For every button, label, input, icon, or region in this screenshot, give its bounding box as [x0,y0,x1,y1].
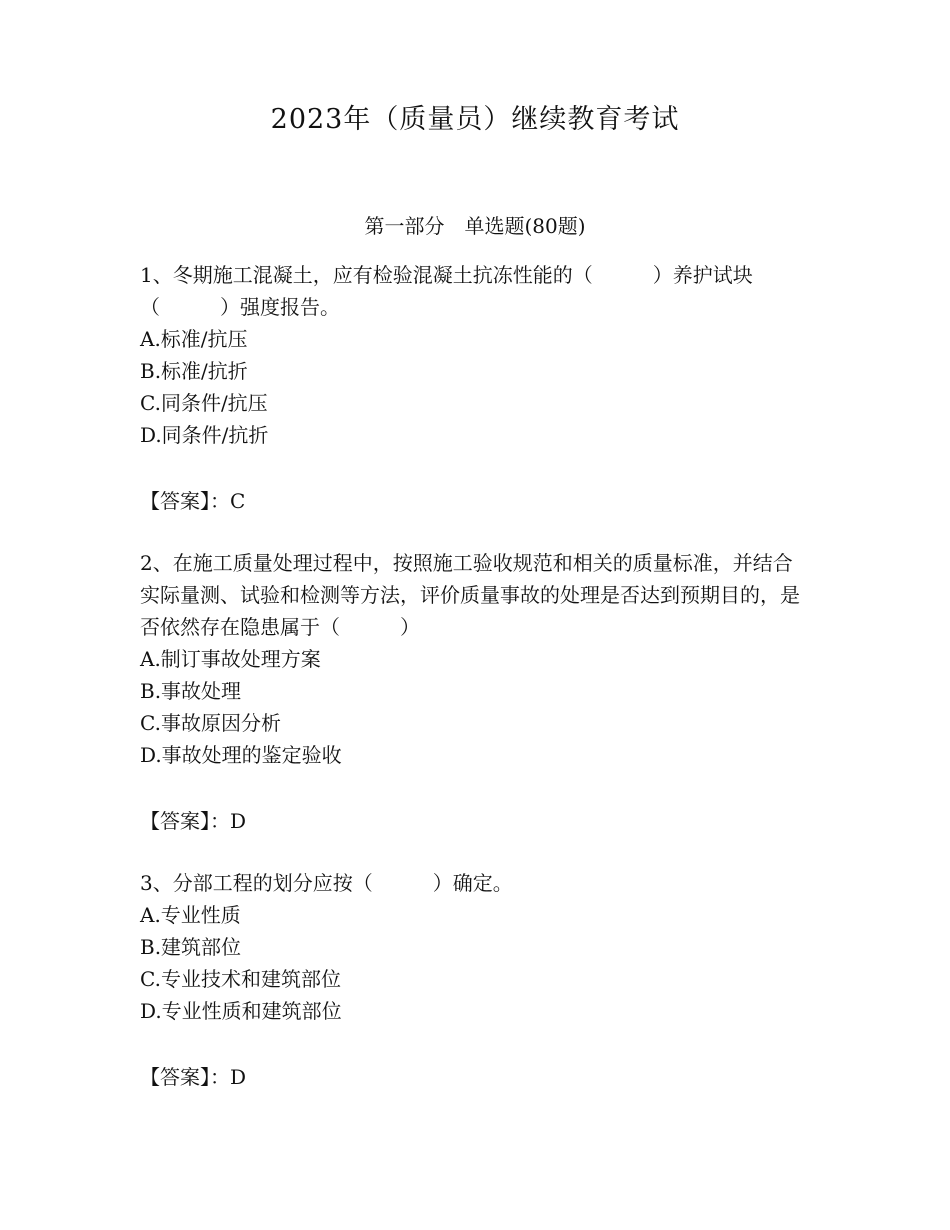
question-stem: 1、冬期施工混凝土，应有检验混凝土抗冻性能的（ ）养护试块（ ）强度报告。 [140,263,753,319]
option-c: C.同条件/抗压 [140,391,268,415]
option-d: D.事故处理的鉴定验收 [140,743,342,767]
answer-value: D [230,809,247,833]
option-d: D.专业性质和建筑部位 [140,999,342,1023]
document-title: 2023年（质量员）继续教育考试 [270,104,680,135]
answer-line [140,1061,810,1093]
option-b: B.建筑部位 [140,935,242,959]
question-stem: 3、分部工程的划分应按（ ）确定。 [140,871,513,895]
option-b: B.事故处理 [140,679,242,703]
question-2 [140,547,810,837]
answer-line [140,485,810,517]
question-list [140,259,810,1123]
option-b: B.标准/抗折 [140,359,248,383]
section-title: 第一部分 单选题(80题) [364,214,586,238]
question-stem: 2、在施工质量处理过程中，按照施工验收规范和相关的质量标准，并结合实际量测、试验和检测等方法，评价质量事故的处理是否达到预期目的，是否依然存在隐患属于（ ） [140,551,800,639]
option-a: A.专业性质 [140,903,241,927]
option-c: C.事故原因分析 [140,711,281,735]
answer-value: D [230,1065,247,1089]
option-d: D.同条件/抗折 [140,423,269,447]
answer-line [140,805,810,837]
question-1 [140,259,810,517]
question-3 [140,867,810,1093]
answer-label: 【答案】： [140,809,230,833]
answer-label: 【答案】： [140,489,230,513]
answer-value: C [230,489,246,513]
option-a: A.制订事故处理方案 [140,647,321,671]
option-c: C.专业技术和建筑部位 [140,967,341,991]
option-a: A.标准/抗压 [140,327,248,351]
answer-label: 【答案】： [140,1065,230,1089]
